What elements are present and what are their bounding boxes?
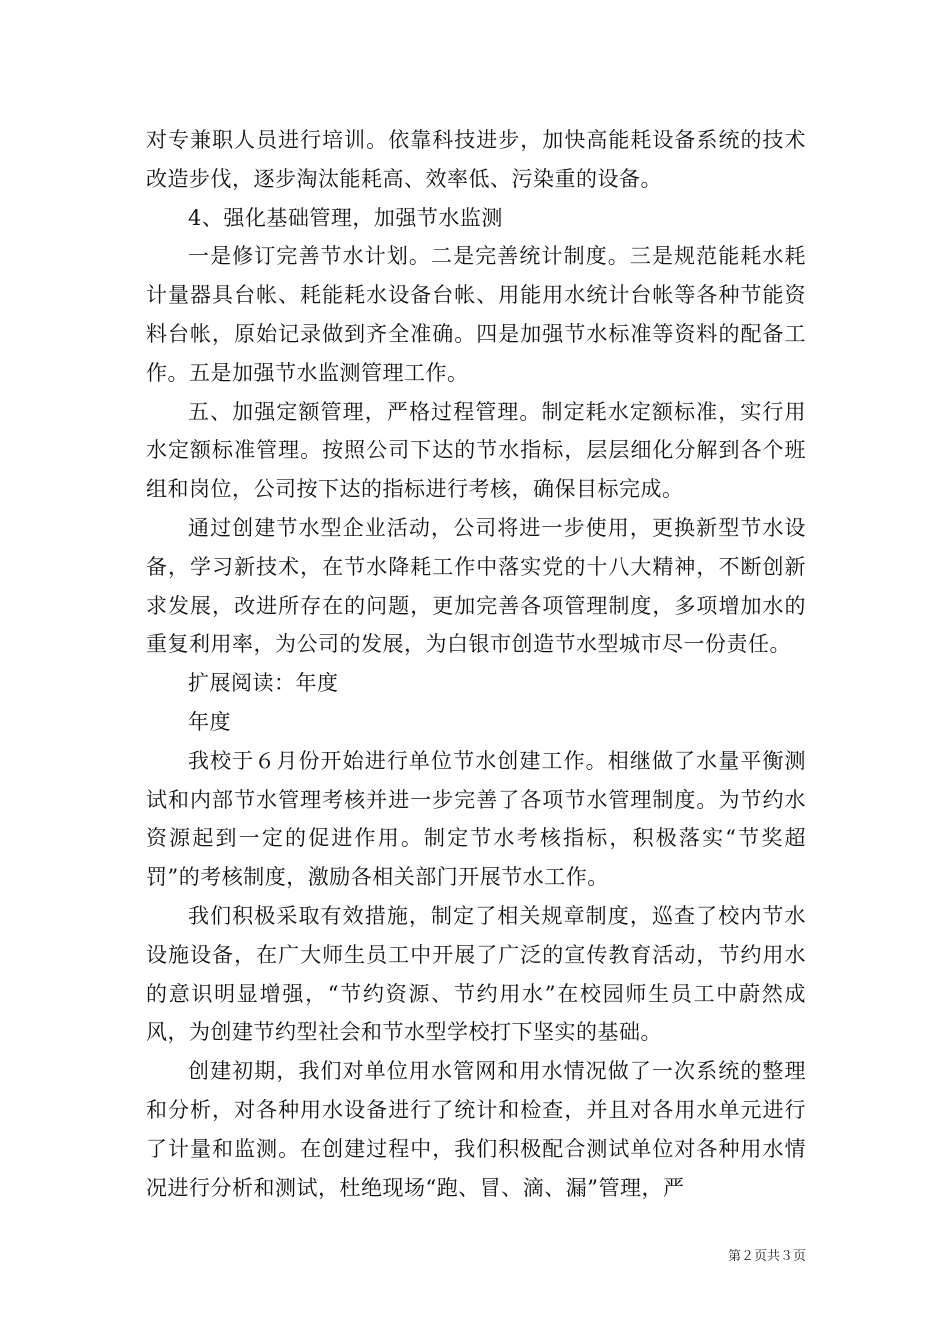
page-number-footer: 第２页共３页 bbox=[727, 1249, 806, 1264]
paragraph-1: 对专兼职人员进行培训。依靠科技进步，加快高能耗设备系统的技术改造步伐，逐步淘汰能耗高、效率低、污染重的设备。 bbox=[146, 128, 806, 191]
paragraph-4: 五、加强定额管理，严格过程管理。制定耗水定额标准，实行用水定额标准管理。按照公司下达的节水指标，层层细化分解到各个班组和岗位，公司按下达的指标进行考核，确保目标完成。 bbox=[146, 399, 806, 502]
paragraph-6-extended-reading: 扩展阅读：年度 bbox=[188, 671, 339, 696]
paragraph-3: 一是修订完善节水计划。二是完善统计制度。三是规范能耗水耗计量器具台帐、耗能耗水设备台帐、用能用水统计台帐等各种节能资料台帐，原始记录做到齐全准确。四是加强节水标准等资料的配备工作。五是加强节水监测管理工作。 bbox=[146, 244, 806, 385]
paragraph-5: 通过创建节水型企业活动，公司将进一步使用，更换新型节水设备，学习新技术，在节水降耗工作中落实党的十八大精神，不断创新求发展，改进所存在的问题，更加完善各项管理制度，多项增加水的重复利用率，为公司的发展，为白银市创造节水型城市尽一份责任。 bbox=[146, 515, 806, 657]
paragraph-2-heading: 4、强化基础管理，加强节水监测 bbox=[188, 205, 503, 230]
paragraph-7-subtitle: 年度 bbox=[188, 709, 231, 734]
paragraph-9: 我们积极采取有效措施，制定了相关规章制度，巡查了校内节水设施设备，在广大师生员工中开展了广泛的宣传教育活动，节约用水的意识明显增强，“节约资源、节约用水”在校园师生员工中蔚然成风，为创建节约型社会和节水型学校打下坚实的基础。 bbox=[146, 903, 806, 1045]
document-body bbox=[146, 121, 806, 1207]
paragraph-10: 创建初期，我们对单位用水管网和用水情况做了一次系统的整理和分析，对各种用水设备进行了统计和检查，并且对各用水单元进行了计量和监测。在创建过程中，我们积极配合测试单位对各种用水情况进行分析和测试，杜绝现场“跑、冒、滴、漏”管理，严 bbox=[146, 1059, 806, 1200]
paragraph-8: 我校于６月份开始进行单位节水创建工作。相继做了水量平衡测试和内部节水管理考核并进一步完善了各项节水管理制度。为节约水资源起到一定的促进作用。制定节水考核指标，积极落实“节奖超罚”的考核制度，激励各相关部门开展节水工作。 bbox=[146, 748, 806, 890]
